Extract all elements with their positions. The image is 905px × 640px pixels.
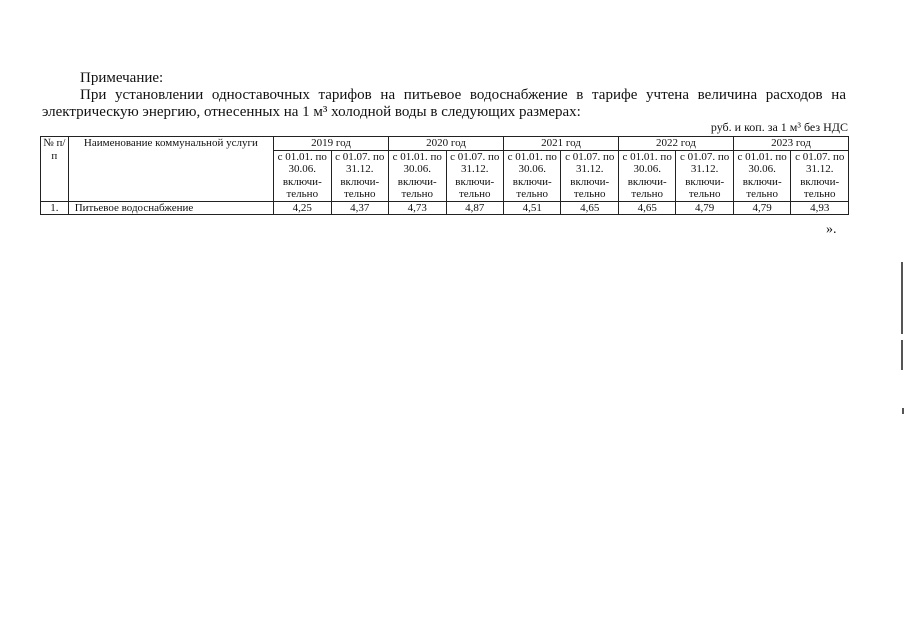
table-row [41, 201, 849, 215]
value-2020-h2: 4,87 [446, 201, 503, 215]
period-second-2023: с 01.07. по 31.12. включи-тельно [791, 150, 849, 201]
year-header-2020: 2020 год [389, 137, 504, 151]
year-header-2019: 2019 год [274, 137, 389, 151]
scan-edge-mark [901, 340, 903, 370]
value-2019-h1: 4,25 [274, 201, 331, 215]
value-2022-h2: 4,79 [676, 201, 733, 215]
service-name: Питьевое водоснабжение [68, 201, 273, 215]
period-second-2022: с 01.07. по 31.12. включи-тельно [676, 150, 733, 201]
year-header-2021: 2021 год [503, 137, 618, 151]
value-2021-h1: 4,51 [503, 201, 560, 215]
header-service: Наименование коммунальной услуги [68, 137, 273, 202]
period-first-2021: с 01.01. по 30.06. включи-тельно [503, 150, 560, 201]
value-2023-h2: 4,93 [791, 201, 849, 215]
period-second-2019: с 01.07. по 31.12. включи-тельно [331, 150, 388, 201]
value-2023-h1: 4,79 [733, 201, 790, 215]
period-second-2020: с 01.07. по 31.12. включи-тельно [446, 150, 503, 201]
year-header-row [41, 137, 849, 151]
value-2022-h1: 4,65 [618, 201, 675, 215]
year-header-2022: 2022 год [618, 137, 733, 151]
note-title: Примечание: [80, 70, 164, 86]
period-first-2019: с 01.01. по 30.06. включи-тельно [274, 150, 331, 201]
unit-caption: руб. и коп. за 1 м³ без НДС [710, 120, 848, 134]
row-number: 1. [41, 201, 69, 215]
period-first-2022: с 01.01. по 30.06. включи-тельно [618, 150, 675, 201]
year-header-2023: 2023 год [733, 137, 848, 151]
period-first-2023: с 01.01. по 30.06. включи-тельно [733, 150, 790, 201]
tariff-table [40, 136, 849, 215]
period-first-2020: с 01.01. по 30.06. включи-тельно [389, 150, 446, 201]
period-second-2021: с 01.07. по 31.12. включи-тельно [561, 150, 618, 201]
value-2019-h2: 4,37 [331, 201, 388, 215]
scan-edge-mark [902, 408, 904, 414]
value-2021-h2: 4,65 [561, 201, 618, 215]
scan-edge-mark [901, 262, 903, 334]
closing-quote: ». [826, 222, 837, 237]
header-no: № п/п [41, 137, 69, 202]
note-body: При установлении одноставочных тарифов на питьевое водоснабжение в тарифе учтена величина расходов на электрическую энергию, отнесенных на 1 м³ холодной воды в следующих размерах: [42, 87, 846, 120]
value-2020-h1: 4,73 [389, 201, 446, 215]
